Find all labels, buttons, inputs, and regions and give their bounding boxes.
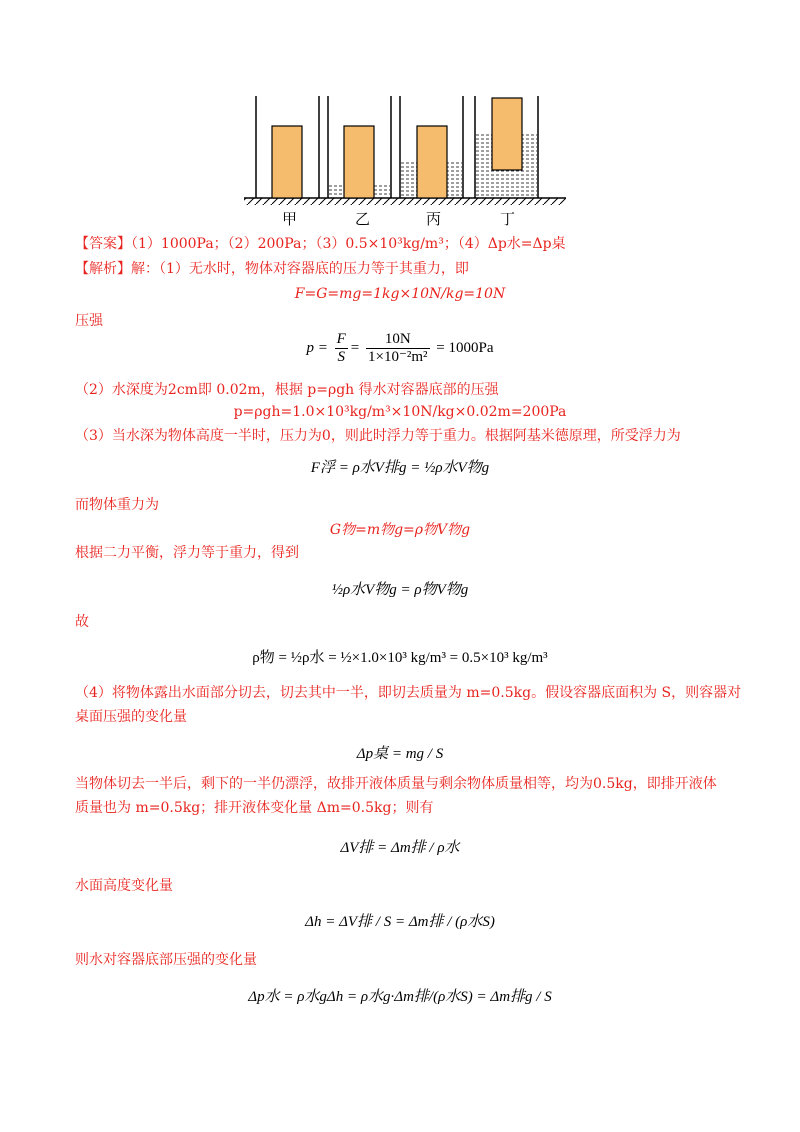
therefore-label: 故 — [75, 614, 89, 630]
height-label: 水面高度变化量 — [75, 878, 173, 894]
block-bing — [417, 126, 447, 198]
para-line1: 当物体切去一半后，剩下的一半仍漂浮，故排开液体质量与剩余物体质量相等，均为0.5kg，即排开液体 — [75, 776, 717, 792]
block-jia — [272, 126, 302, 198]
eq-buoyancy: F浮 = ρ水V排g = ½ρ水V物g — [310, 460, 490, 476]
para-line2: 质量也为 m=0.5kg；排开液体变化量 Δm=0.5kg；则有 — [75, 800, 434, 816]
answer-tag: 【答案】 — [75, 236, 131, 252]
block-ding — [492, 98, 522, 170]
label-ding: 丁 — [500, 210, 516, 228]
block-yi — [344, 126, 374, 198]
balance-line: 根据二力平衡，浮力等于重力，得到 — [75, 545, 299, 561]
analysis-line1 — [75, 259, 469, 279]
eq-displaced-volume: ΔV排 = Δm排 / ρ水 — [340, 840, 460, 856]
containers-figure — [240, 92, 570, 218]
analysis-intro: 解：（1）无水时，物体对容器底的压力等于其重力，即 — [131, 261, 469, 277]
answer-text: （1）1000Pa；（2）200Pa；（3）0.5×10³kg/m³；（4）Δp水=Δp桌 — [131, 236, 566, 252]
eq-pressure-den1: S — [337, 349, 345, 365]
eq-pressure: p = $\frac{F}{S}$ = $\frac{10N}{\text{1×10⁻²m²}}$ = 1000Pa — [306, 331, 494, 365]
container-ding — [475, 96, 538, 198]
ground-hatch — [244, 198, 566, 205]
eq-force: F=G=mg=1kg×10N/kg=10N — [294, 286, 506, 302]
eq-table-pressure: Δp桌 = mg / S — [356, 746, 444, 762]
pressure-label: 压强 — [75, 313, 103, 329]
eq-height: Δh = ΔV排 / S = Δm排 / (ρ水S) — [305, 914, 495, 930]
eq-pressure-rhs: = 1000Pa — [436, 339, 494, 356]
eq-pressure-den2: 1×10⁻²m² — [368, 349, 428, 365]
part3-line: （3）当水深为物体高度一半时，压力为0，则此时浮力等于重力。根据阿基米德原理，所受浮力为 — [75, 428, 681, 444]
eq-weight: G物=m物g=ρ物V物g — [329, 522, 471, 538]
label-bing: 丙 — [426, 210, 442, 228]
container-jia — [256, 96, 319, 198]
part4-line2: 桌面压强的变化量 — [75, 709, 187, 725]
label-jia: 甲 — [282, 210, 298, 228]
eq-pressure-num2: 10N — [366, 331, 430, 349]
eq-balance: ½ρ水V物g = ρ物V物g — [331, 582, 469, 598]
part2-line: （2）水深度为2cm即 0.02m，根据 p=ρgh 得水对容器底部的压强 — [75, 382, 499, 398]
eq-pressure-num1: F — [336, 331, 346, 347]
label-yi: 乙 — [355, 210, 371, 228]
analysis-tag: 【解析】 — [75, 261, 131, 277]
weight-label: 而物体重力为 — [75, 497, 159, 513]
eq-density: ρ物 = ½ρ水 = ½×1.0×10³ kg/m³ = 0.5×10³ kg/m³ — [252, 650, 548, 666]
container-bing — [400, 96, 463, 198]
answer-line — [75, 234, 566, 254]
part4-line1: （4）将物体露出水面部分切去，切去其中一半，即切去质量为 m=0.5kg。假设容器底面积为 S，则容器对 — [75, 685, 742, 701]
container-yi — [328, 96, 391, 198]
final-label: 则水对容器底部压强的变化量 — [75, 952, 257, 968]
eq-water-pressure-change: Δp水 = ρ水gΔh = ρ水g·Δm排/(ρ水S) = Δm排g / S — [248, 989, 552, 1005]
eq-pressure-lhs: p = — [306, 339, 328, 356]
eq-water-pressure: p=ρgh=1.0×10³kg/m³×10N/kg×0.02m=200Pa — [233, 404, 567, 420]
